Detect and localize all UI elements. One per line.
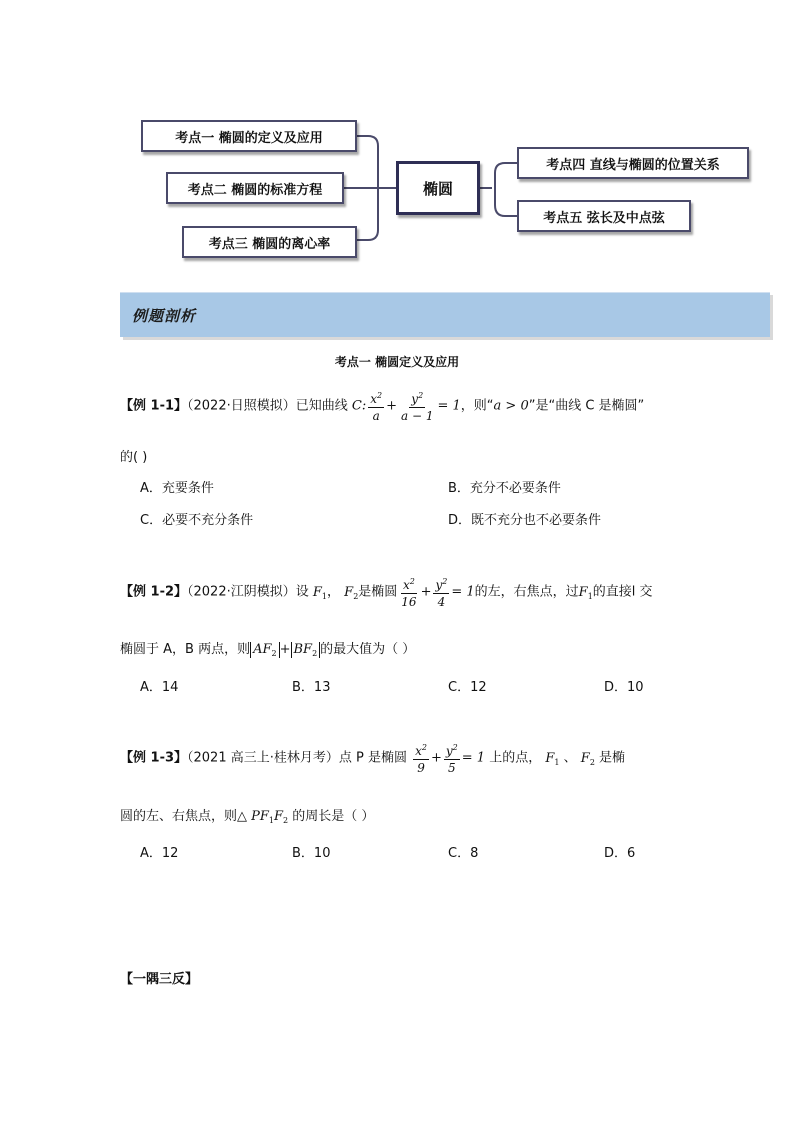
fraction-x-over-a: $\frac{x^2}{a}$ <box>368 388 384 424</box>
option-d: D．10 <box>604 680 644 695</box>
example-1-3-line-1: 【例 1-3】（2021 高三上·桂林月考）点 P 是椭圆 $\frac{x^2}{9}$ + $\frac{y^2}{5}$ = 1 上的点， $F_1$ 、 $F_2$ 是椭 <box>120 740 625 776</box>
focus-f2: $F_2$ <box>580 750 595 767</box>
question-text: 的左，右焦点，过 <box>474 584 579 600</box>
option-a: A．12 <box>140 846 179 861</box>
option-a: A．14 <box>140 680 179 695</box>
practice-heading: 【一隅三反】 <box>120 972 199 987</box>
mindmap-node-topic-5: 考点五 弦长及中点弦 <box>517 200 691 232</box>
fraction-y-over-5: $\frac{y^2}{5}$ <box>444 740 460 776</box>
focus-f2: $F_2$ <box>344 584 359 601</box>
mindmap-center-node: 椭圆 <box>396 161 480 215</box>
mindmap-node-topic-3: 考点三 椭圆的离心率 <box>182 226 357 258</box>
curve-letter: C <box>351 398 362 414</box>
mindmap-node-topic-1: 考点一 椭圆的定义及应用 <box>141 120 357 152</box>
question-text: 的直接l 交 <box>592 584 653 600</box>
question-text: 的最大值为（ ） <box>320 642 416 657</box>
fraction-x-over-9: $\frac{x^2}{9}$ <box>413 740 429 776</box>
question-text: 的周长是（ ） <box>292 809 375 824</box>
question-text: 圆的左、右焦点，则△ <box>120 809 247 824</box>
section-banner <box>120 292 770 337</box>
option-b: B．13 <box>292 680 331 695</box>
mindmap-node-topic-4: 考点四 直线与椭圆的位置关系 <box>517 147 749 179</box>
option-c: C．8 <box>448 846 479 861</box>
mindmap-node-topic-2: 考点二 椭圆的标准方程 <box>166 172 344 204</box>
example-1-2-line-2: 椭圆于 A，B 两点，则 $AF_2 + BF_2$ 的最大值为（ ） <box>120 642 416 658</box>
equation-rhs: = 1 <box>461 750 486 766</box>
example-tag: 【例 1-2】 <box>120 584 188 600</box>
triangle-pf1f2: $PF_1F_2$ <box>251 809 289 825</box>
example-1-3-line-2 <box>120 805 374 825</box>
focus-f1: $F_1$ <box>545 750 560 767</box>
equation-rhs: = 1 <box>437 398 461 414</box>
question-text: 椭圆于 A，B 两点，则 <box>120 642 251 657</box>
example-tag: 【例 1-1】 <box>120 398 188 414</box>
question-tail: ”是“曲线 C 是椭圆” <box>528 398 645 414</box>
example-source: （2022·江阴模拟）设 <box>187 584 309 600</box>
option-d: D．6 <box>604 846 636 861</box>
is-ellipse-text: 是椭圆 <box>358 584 398 600</box>
option-a: A．充要条件 <box>140 481 214 496</box>
focus-f1: $F_1$ <box>312 584 327 601</box>
option-c: C．必要不充分条件 <box>140 513 254 528</box>
example-1-2-line-1: 【例 1-2】（2022·江阴模拟）设 $F_1$， $F_2$是椭圆 $\frac{x^2}{16}$ + $\frac{y^2}{4}$ = 1的左，右焦点，过$F_1$的直接l 交 <box>120 574 653 610</box>
mindmap-connectors <box>0 0 794 280</box>
example-source: （2022·日照模拟）已知曲线 <box>187 398 348 414</box>
question-text: 上的点， <box>489 750 542 766</box>
example-source: （2021 高三上·桂林月考）点 P 是椭圆 <box>187 750 407 766</box>
fraction-x-over-16: $\frac{x^2}{16}$ <box>399 574 418 610</box>
equation-rhs: = 1 <box>451 584 475 600</box>
connector-text: ，则“ <box>460 398 494 414</box>
condition: a > 0 <box>493 398 529 414</box>
fraction-y-over-4: $\frac{y^2}{4}$ <box>433 574 449 610</box>
example-1-1-line-1: 【例 1-1】（2022·日照模拟）已知曲线 C: $\frac{x^2}{a}$ + $\frac{y^2}{a - 1}$ = 1，则“a > 0”是“曲线 C 是椭圆” <box>120 388 644 424</box>
question-text: 是椭 <box>599 750 626 766</box>
option-b: B．10 <box>292 846 331 861</box>
option-b: B．充分不必要条件 <box>448 481 561 496</box>
focus-f1: $F_1$ <box>578 584 593 601</box>
section-title: 考点一 椭圆定义及应用 <box>334 355 460 369</box>
option-d: D．既不充分也不必要条件 <box>448 513 602 528</box>
banner-title: 例题剖析 <box>132 307 197 325</box>
fraction-y-over-a-minus-1: $\frac{y^2}{a - 1}$ <box>399 388 435 424</box>
option-c: C．12 <box>448 680 487 695</box>
example-1-1-line-2: 的( ) <box>120 450 148 465</box>
example-tag: 【例 1-3】 <box>120 750 188 766</box>
abs-af2: $AF_2$ <box>250 642 280 658</box>
abs-bf2: $BF_2$ <box>291 642 321 658</box>
